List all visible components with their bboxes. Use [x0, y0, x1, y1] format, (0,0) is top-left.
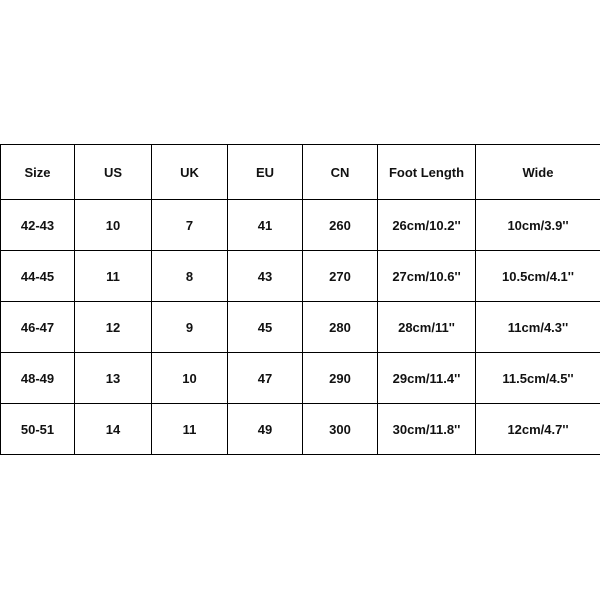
cell-wide: 10.5cm/4.1'': [476, 251, 600, 302]
header-cn: CN: [303, 145, 378, 200]
table-header-row: [1, 145, 600, 200]
cell-uk: 9: [152, 302, 228, 353]
table-row: [1, 251, 600, 302]
cell-us: 10: [75, 200, 152, 251]
cell-cn: 300: [303, 404, 378, 455]
cell-wide: 11.5cm/4.5'': [476, 353, 600, 404]
cell-us: 11: [75, 251, 152, 302]
cell-us: 14: [75, 404, 152, 455]
cell-size: 50-51: [1, 404, 75, 455]
cell-foot-length: 26cm/10.2'': [378, 200, 476, 251]
cell-us: 12: [75, 302, 152, 353]
table-row: [1, 200, 600, 251]
cell-cn: 280: [303, 302, 378, 353]
cell-wide: 11cm/4.3'': [476, 302, 600, 353]
table-row: [1, 302, 600, 353]
cell-uk: 10: [152, 353, 228, 404]
header-eu: EU: [228, 145, 303, 200]
header-uk: UK: [152, 145, 228, 200]
cell-cn: 270: [303, 251, 378, 302]
cell-wide: 12cm/4.7'': [476, 404, 600, 455]
header-wide: Wide: [476, 145, 600, 200]
cell-wide: 10cm/3.9'': [476, 200, 600, 251]
table-row: [1, 404, 600, 455]
cell-foot-length: 30cm/11.8'': [378, 404, 476, 455]
size-chart-table: [0, 144, 600, 455]
cell-cn: 260: [303, 200, 378, 251]
cell-eu: 45: [228, 302, 303, 353]
cell-size: 48-49: [1, 353, 75, 404]
cell-foot-length: 27cm/10.6'': [378, 251, 476, 302]
cell-eu: 47: [228, 353, 303, 404]
cell-uk: 7: [152, 200, 228, 251]
cell-size: 42-43: [1, 200, 75, 251]
cell-foot-length: 29cm/11.4'': [378, 353, 476, 404]
cell-cn: 290: [303, 353, 378, 404]
cell-eu: 43: [228, 251, 303, 302]
cell-foot-length: 28cm/11'': [378, 302, 476, 353]
cell-size: 46-47: [1, 302, 75, 353]
cell-eu: 49: [228, 404, 303, 455]
table-row: [1, 353, 600, 404]
cell-size: 44-45: [1, 251, 75, 302]
cell-eu: 41: [228, 200, 303, 251]
cell-uk: 8: [152, 251, 228, 302]
cell-us: 13: [75, 353, 152, 404]
cell-uk: 11: [152, 404, 228, 455]
header-foot-length: Foot Length: [378, 145, 476, 200]
header-us: US: [75, 145, 152, 200]
header-size: Size: [1, 145, 75, 200]
